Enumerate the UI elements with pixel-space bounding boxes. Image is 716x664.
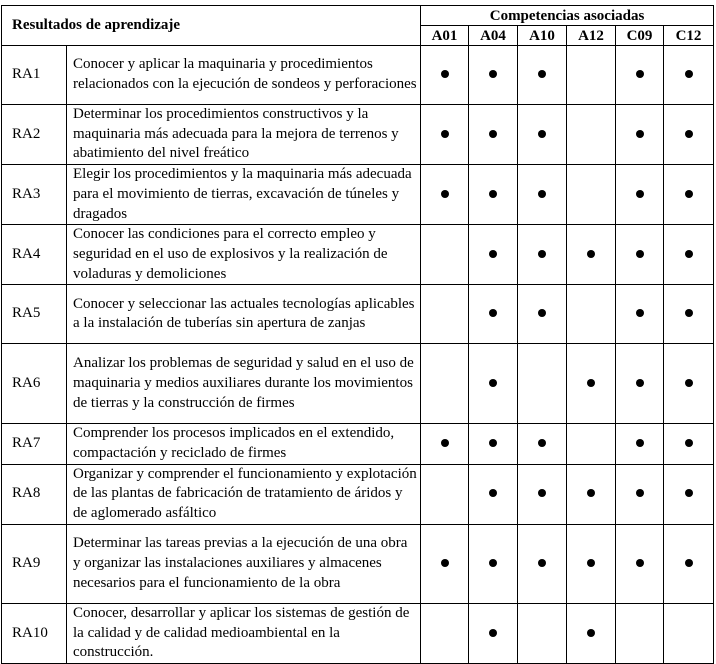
competencies-table bbox=[1, 5, 714, 664]
competency-cell-c12 bbox=[664, 603, 714, 663]
competency-cell-a04 bbox=[469, 46, 518, 105]
competency-cell-a10 bbox=[518, 225, 567, 285]
bullet-icon bbox=[685, 70, 693, 78]
competency-cell-a10 bbox=[518, 603, 567, 663]
bullet-icon bbox=[587, 379, 595, 387]
bullet-icon bbox=[489, 439, 497, 447]
bullet-icon bbox=[685, 190, 693, 198]
result-description: Conocer, desarrollar y aplicar los sistemas de gestión de la calidad y de calidad medioambiental en la construcción. bbox=[67, 603, 421, 663]
competency-cell-c09 bbox=[616, 105, 664, 165]
result-id: RA10 bbox=[2, 603, 67, 663]
bullet-icon bbox=[538, 70, 546, 78]
result-description: Comprender los procesos implicados en el extendido, compactación y reciclado de firmes bbox=[67, 424, 421, 464]
competency-cell-a04 bbox=[469, 464, 518, 524]
bullet-icon bbox=[636, 250, 644, 258]
bullet-icon bbox=[587, 489, 595, 497]
competency-cell-a12 bbox=[567, 524, 616, 603]
bullet-icon bbox=[685, 439, 693, 447]
result-description: Conocer las condiciones para el correcto empleo y seguridad en el uso de explosivos y la realización de voladuras y demoliciones bbox=[67, 225, 421, 285]
competency-cell-a12 bbox=[567, 285, 616, 344]
bullet-icon bbox=[538, 250, 546, 258]
table-row bbox=[2, 105, 714, 165]
competency-code-a01: A01 bbox=[421, 26, 469, 46]
table-row bbox=[2, 424, 714, 464]
competencies-header: Competencias asociadas bbox=[421, 6, 714, 26]
bullet-icon bbox=[587, 629, 595, 637]
bullet-icon bbox=[489, 250, 497, 258]
bullet-icon bbox=[489, 130, 497, 138]
competency-cell-a10 bbox=[518, 344, 567, 424]
competency-cell-a04 bbox=[469, 603, 518, 663]
competency-cell-c12 bbox=[664, 105, 714, 165]
table-row bbox=[2, 464, 714, 524]
competency-cell-c09 bbox=[616, 165, 664, 225]
competency-cell-a01 bbox=[421, 165, 469, 225]
competency-cell-c12 bbox=[664, 464, 714, 524]
bullet-icon bbox=[636, 379, 644, 387]
competency-cell-c12 bbox=[664, 165, 714, 225]
bullet-icon bbox=[489, 489, 497, 497]
competency-cell-a04 bbox=[469, 105, 518, 165]
bullet-icon bbox=[441, 559, 449, 567]
competency-cell-a12 bbox=[567, 46, 616, 105]
result-description: Elegir los procedimientos y la maquinaria más adecuada para el movimiento de tierras, excavación de túneles y dragados bbox=[67, 165, 421, 225]
competency-cell-a12 bbox=[567, 344, 616, 424]
result-id: RA3 bbox=[2, 165, 67, 225]
result-id: RA6 bbox=[2, 344, 67, 424]
bullet-icon bbox=[636, 559, 644, 567]
bullet-icon bbox=[441, 190, 449, 198]
table-row bbox=[2, 285, 714, 344]
competency-code-a12: A12 bbox=[567, 26, 616, 46]
result-description: Analizar los problemas de seguridad y salud en el uso de maquinaria y medios auxiliares durante los movimientos de tierras y la construcción de firmes bbox=[67, 344, 421, 424]
bullet-icon bbox=[441, 70, 449, 78]
bullet-icon bbox=[685, 309, 693, 317]
competency-cell-c09 bbox=[616, 285, 664, 344]
bullet-icon bbox=[538, 439, 546, 447]
table-row bbox=[2, 46, 714, 105]
bullet-icon bbox=[685, 250, 693, 258]
bullet-icon bbox=[685, 130, 693, 138]
table-body bbox=[2, 46, 714, 664]
bullet-icon bbox=[441, 439, 449, 447]
competency-code-a10: A10 bbox=[518, 26, 567, 46]
table-row bbox=[2, 524, 714, 603]
result-description: Organizar y comprender el funcionamiento y explotación de las plantas de fabricación de tratamiento de áridos y de aglomerado asfáltico bbox=[67, 464, 421, 524]
bullet-icon bbox=[538, 559, 546, 567]
competency-code-a04: A04 bbox=[469, 26, 518, 46]
competency-cell-a12 bbox=[567, 225, 616, 285]
competency-cell-a10 bbox=[518, 424, 567, 464]
bullet-icon bbox=[636, 439, 644, 447]
competency-cell-a01 bbox=[421, 524, 469, 603]
competency-cell-c12 bbox=[664, 46, 714, 105]
competency-cell-c09 bbox=[616, 344, 664, 424]
table-row bbox=[2, 165, 714, 225]
table-row bbox=[2, 225, 714, 285]
result-id: RA5 bbox=[2, 285, 67, 344]
bullet-icon bbox=[489, 629, 497, 637]
competency-cell-c12 bbox=[664, 344, 714, 424]
bullet-icon bbox=[685, 489, 693, 497]
bullet-icon bbox=[636, 130, 644, 138]
result-description: Conocer y aplicar la maquinaria y procedimientos relacionados con la ejecución de sondeos y perforaciones bbox=[67, 46, 421, 105]
bullet-icon bbox=[685, 379, 693, 387]
competency-cell-c12 bbox=[664, 225, 714, 285]
bullet-icon bbox=[587, 250, 595, 258]
table-row bbox=[2, 603, 714, 663]
result-description: Determinar los procedimientos constructivos y la maquinaria más adecuada para la mejora de terrenos y abatimiento del nivel freático bbox=[67, 105, 421, 165]
result-id: RA1 bbox=[2, 46, 67, 105]
competency-cell-a04 bbox=[469, 424, 518, 464]
bullet-icon bbox=[636, 190, 644, 198]
competency-cell-a12 bbox=[567, 165, 616, 225]
result-id: RA4 bbox=[2, 225, 67, 285]
bullet-icon bbox=[636, 70, 644, 78]
competency-cell-c12 bbox=[664, 285, 714, 344]
bullet-icon bbox=[587, 559, 595, 567]
competency-cell-c09 bbox=[616, 464, 664, 524]
competency-cell-c09 bbox=[616, 424, 664, 464]
competency-cell-a04 bbox=[469, 165, 518, 225]
competency-cell-a10 bbox=[518, 165, 567, 225]
bullet-icon bbox=[489, 190, 497, 198]
result-description: Conocer y seleccionar las actuales tecnologías aplicables a la instalación de tuberías sin apertura de zanjas bbox=[67, 285, 421, 344]
bullet-icon bbox=[538, 489, 546, 497]
result-id: RA8 bbox=[2, 464, 67, 524]
result-description: Determinar las tareas previas a la ejecución de una obra y organizar las instalaciones auxiliares y almacenes necesarios para el funcionamiento de la obra bbox=[67, 524, 421, 603]
competency-cell-a10 bbox=[518, 105, 567, 165]
competency-code-c09: C09 bbox=[616, 26, 664, 46]
bullet-icon bbox=[538, 190, 546, 198]
competency-cell-a12 bbox=[567, 464, 616, 524]
results-header: Resultados de aprendizaje bbox=[2, 6, 421, 46]
competency-cell-a12 bbox=[567, 424, 616, 464]
competency-cell-a04 bbox=[469, 344, 518, 424]
competency-cell-a01 bbox=[421, 105, 469, 165]
competency-cell-a01 bbox=[421, 464, 469, 524]
bullet-icon bbox=[685, 559, 693, 567]
bullet-icon bbox=[636, 309, 644, 317]
competency-cell-c09 bbox=[616, 524, 664, 603]
competency-cell-a01 bbox=[421, 424, 469, 464]
result-id: RA9 bbox=[2, 524, 67, 603]
competency-code-c12: C12 bbox=[664, 26, 714, 46]
competency-cell-c09 bbox=[616, 46, 664, 105]
competency-cell-a01 bbox=[421, 225, 469, 285]
bullet-icon bbox=[489, 559, 497, 567]
competency-cell-a01 bbox=[421, 285, 469, 344]
result-id: RA7 bbox=[2, 424, 67, 464]
bullet-icon bbox=[538, 309, 546, 317]
competency-cell-a12 bbox=[567, 603, 616, 663]
competency-cell-a01 bbox=[421, 344, 469, 424]
competency-cell-c09 bbox=[616, 603, 664, 663]
bullet-icon bbox=[441, 130, 449, 138]
bullet-icon bbox=[636, 489, 644, 497]
bullet-icon bbox=[489, 309, 497, 317]
bullet-icon bbox=[538, 130, 546, 138]
competency-cell-a04 bbox=[469, 285, 518, 344]
competency-cell-a01 bbox=[421, 603, 469, 663]
competency-cell-a10 bbox=[518, 285, 567, 344]
competency-cell-a12 bbox=[567, 105, 616, 165]
competency-cell-a10 bbox=[518, 524, 567, 603]
table-row bbox=[2, 344, 714, 424]
header-row-top bbox=[2, 6, 714, 26]
bullet-icon bbox=[489, 379, 497, 387]
competency-cell-a01 bbox=[421, 46, 469, 105]
bullet-icon bbox=[489, 70, 497, 78]
competency-cell-a10 bbox=[518, 46, 567, 105]
competency-cell-a04 bbox=[469, 524, 518, 603]
competency-cell-a10 bbox=[518, 464, 567, 524]
competency-cell-c12 bbox=[664, 524, 714, 603]
competency-cell-c12 bbox=[664, 424, 714, 464]
competency-cell-c09 bbox=[616, 225, 664, 285]
competency-cell-a04 bbox=[469, 225, 518, 285]
result-id: RA2 bbox=[2, 105, 67, 165]
